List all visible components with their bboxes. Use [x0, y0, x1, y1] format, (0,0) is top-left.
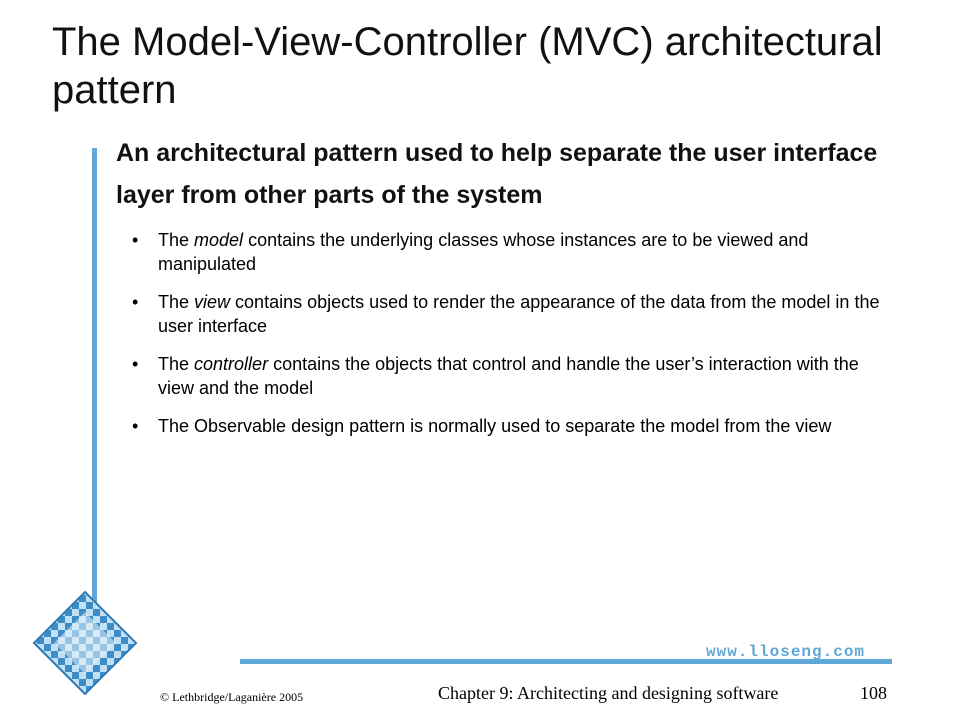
bullet-list	[132, 228, 892, 452]
bullet-text-post: contains the underlying classes whose instances are to be viewed and manipulated	[158, 230, 809, 274]
bullet-text-pre: The	[158, 354, 195, 374]
copyright-notice: © Lethbridge/Laganière 2005	[160, 690, 304, 704]
bullet-text-post: contains the objects that control and handle the user’s interaction with the view and the model	[158, 354, 859, 398]
bullet-emphasis: view	[194, 292, 231, 312]
bullet-text-pre: The	[158, 230, 195, 250]
bullet-emphasis: model	[194, 230, 244, 250]
bullet-item-controller	[132, 352, 892, 400]
blue-checkered-diamond-icon	[30, 588, 140, 703]
bullet-dot-icon: •	[132, 230, 139, 250]
bullet-item-view	[132, 290, 892, 338]
bullet-dot-icon: •	[132, 354, 139, 374]
bullet-text-post: contains objects used to render the appearance of the data from the model in the user interface	[158, 292, 880, 336]
bullet-text-pre: The	[158, 292, 195, 312]
bullet-item-model	[132, 228, 892, 276]
bullet-dot-icon: •	[132, 292, 139, 312]
bullet-dot-icon: •	[132, 416, 139, 436]
page-number: 108	[860, 683, 887, 703]
slide-title: The Model-View-Controller (MVC) architectural pattern	[52, 20, 883, 112]
vertical-accent-line	[92, 148, 97, 616]
bullet-emphasis: controller	[194, 354, 269, 374]
bullet-item-observable	[132, 414, 892, 438]
footer-chapter-title: Chapter 9: Architecting and designing software	[438, 683, 779, 703]
slide-subtitle: An architectural pattern used to help separate the user interface layer from other parts of the system	[116, 139, 878, 209]
website-url: www.lloseng.com	[706, 643, 866, 661]
bullet-text-pre: The Observable design pattern is normally used to separate the model from the view	[158, 416, 832, 436]
